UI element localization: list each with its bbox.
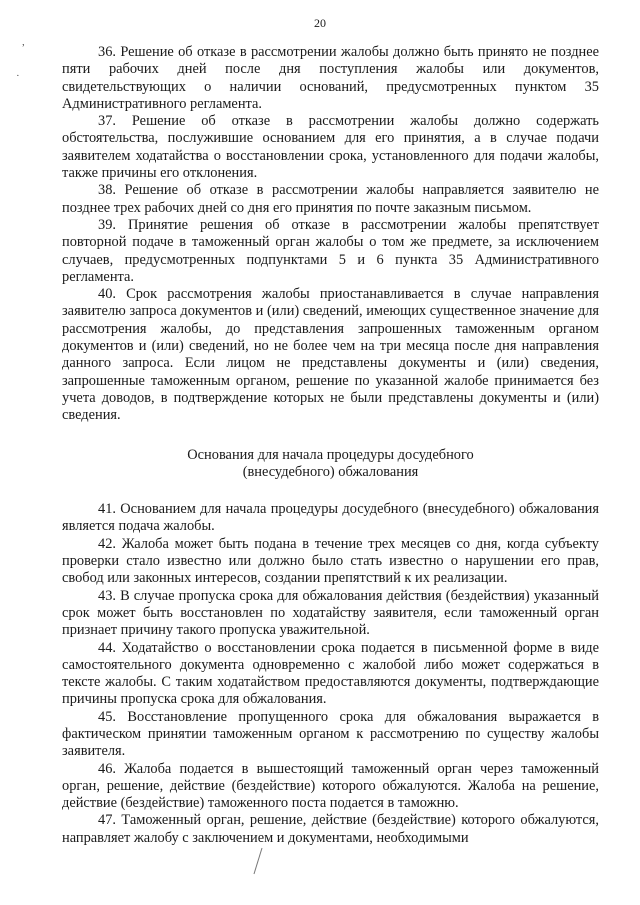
paragraph-42: 42. Жалоба может быть подана в течение трех месяцев со дня, когда субъекту проверки стало известно или должно было стать известно о нарушении его прав, свобод или законных интересов, создании препятствий к их реализации. <box>62 535 599 587</box>
document-body <box>62 44 599 847</box>
paragraph-37: 37. Решение об отказе в рассмотрении жалобы должно содержать обстоятельства, послужившие основанием для его принятия, а в случае подачи заявителем ходатайства о восстановлении срока, установленного для подачи жалобы, также причины его отклонения. <box>62 113 599 182</box>
paragraph-44: 44. Ходатайство о восстановлении срока подается в письменной форме в виде самостоятельного документа одновременно с жалобой либо может содержаться в тексте жалобы. С таким ходатайством предоставляются документы, подтверждающие причины пропуска срока для обжалования. <box>62 639 599 708</box>
section-heading-line-1: Основания для начала процедуры досудебного <box>187 446 474 463</box>
paragraph-47: 47. Таможенный орган, решение, действие (бездействие) которого обжалуются, направляет жалобу с заключением и документами, необходимыми <box>62 812 599 846</box>
paragraph-40: 40. Срок рассмотрения жалобы приостанавливается в случае направления заявителю запроса документов и (или) сведений, имеющих существенное значение для рассмотрения жалобы, до представления запрошенных таможенным органом документов и (или) сведений, но не более чем на три месяца после дня направления данного запроса. Если лицом не представлены документы и (или) сведения, запрошенные таможенным органом, решение по указанной жалобе принимается без учета доводов, в подтверждение которых не были представлены документы и (или) сведения. <box>62 286 599 424</box>
paragraph-45: 45. Восстановление пропущенного срока для обжалования выражается в фактическом принятии таможенным органом к рассмотрению по существу жалобы заявителя. <box>62 708 599 760</box>
paragraph-43: 43. В случае пропуска срока для обжалования действия (бездействия) указанный срок может быть восстановлен по ходатайству заявителя, если таможенный орган признает причину такого пропуска уважительной. <box>62 587 599 639</box>
paragraph-39: 39. Принятие решения об отказе в рассмотрении жалобы препятствует повторной подаче в таможенный орган жалобы о том же предмете, за исключением случаев, предусмотренных подпунктами 5 и 6 пункта 35 Административного регламента. <box>62 216 599 285</box>
section-heading <box>62 447 599 482</box>
scan-mark: , <box>22 36 25 48</box>
paragraph-36: 36. Решение об отказе в рассмотрении жалобы должно быть принято не позднее пяти рабочих дней после дня поступления жалобы или документов, свидетельствующих о наличии оснований, предусмотренных пунктом 35 Административного регламента. <box>62 44 599 112</box>
scan-mark: · <box>16 70 20 82</box>
scan-stroke <box>252 846 264 876</box>
paragraph-41: 41. Основанием для начала процедуры досудебного (внесудебного) обжалования является подача жалобы. <box>62 501 599 535</box>
page-number: 20 <box>314 16 326 30</box>
paragraph-38: 38. Решение об отказе в рассмотрении жалобы направляется заявителю не позднее трех рабочих дней со дня его принятия по почте заказным письмом. <box>62 182 599 216</box>
section-heading-line-2: (внесудебного) обжалования <box>242 463 419 480</box>
paragraph-46: 46. Жалоба подается в вышестоящий таможенный орган через таможенный орган, решение, действие (бездействие) которого обжалуются. Жалоба на решение, действие (бездействие) таможенного поста подается в таможню. <box>62 760 599 812</box>
